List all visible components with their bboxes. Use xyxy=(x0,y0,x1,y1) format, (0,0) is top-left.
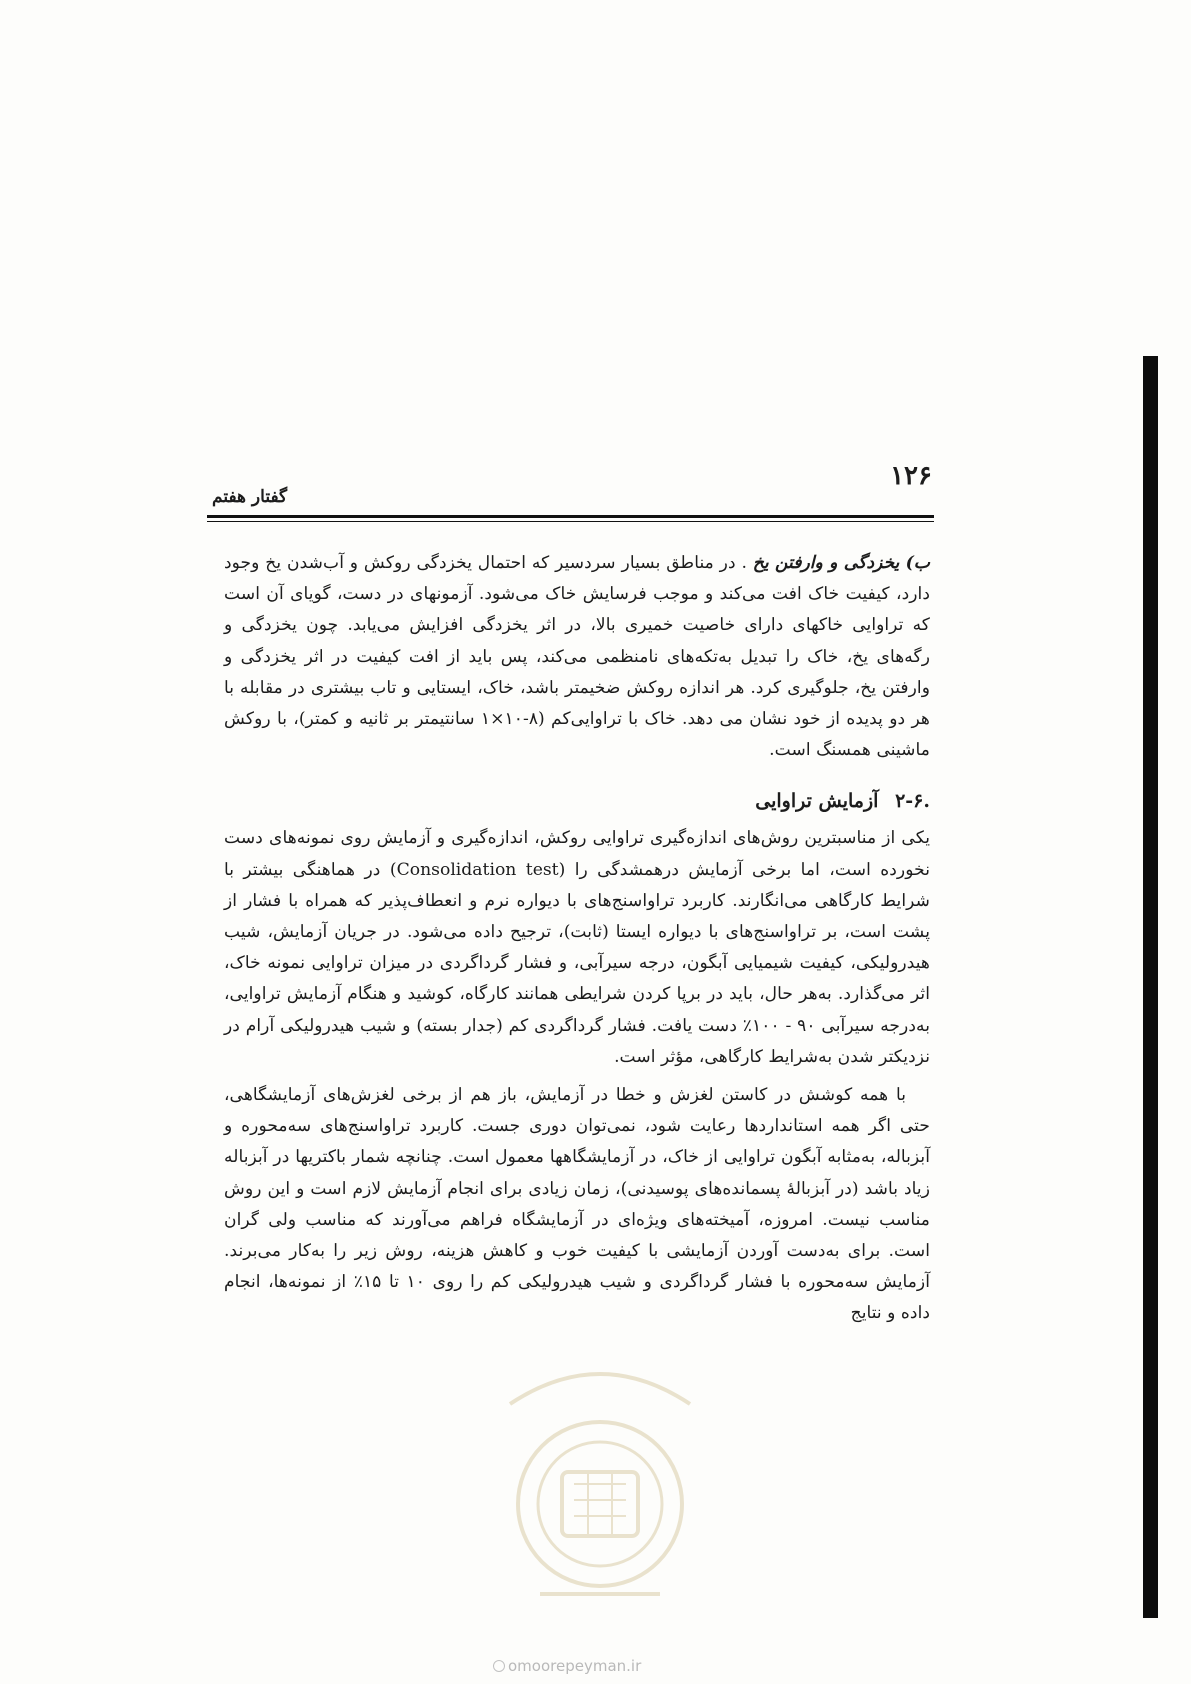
paragraph-text: . در مناطق بسیار سردسیر که احتمال یخزدگی روکش و آب‌شدن یخ وجود دارد، کیفیت خاک افت می‌کند و موجب فرسایش خاک می‌شود. آزمونهای در دست، گویای آن است که تراوایی خاکهای دارای خاصیت خمیری بالا، در اثر یخزدگی افزایش می‌یابد. چون یخزدگی و رگه‌های یخ، خاک را تبدیل به‌تکه‌های نامنظمی می‌کند، پس باید از افت کیفیت در اثر یخزدگی و وارفتن یخ، جلوگیری کرد. هر اندازه روکش ضخیمتر باشد، خاک، ایستایی و تاب بیشتری در مقابله با هر دو پدیده از خود نشان می دهد. خاک با تراوایی‌کم (۸-۱۰×۱ سانتیمتر بر ثانیه و کمتر)، با روکش ماشینی همسنگ است. xyxy=(224,553,930,761)
paragraph-lab-errors: با همه کوشش در کاستن لغزش و خطا در آزمایش، باز هم از برخی لغزش‌های آزمایشگاهی، حتی اگر همه استانداردها رعایت شود، نمی‌توان دوری جست. کاربرد تراواسنج‌های سه‌محوره و آبزباله، به‌مثابه آبگون تراوایی از خاک، در آزمایشگاهها معمول است. چنانچه شمار باکتریها در آبزباله زیاد باشد (در آبزبالهٔ پسمانده‌های پوسیدنی)، زمان زیادی برای انجام آزمایش لازم است و این روش مناسب نیست. امروزه، آمیخته‌های ویژه‌ای در آزمایشگاه فراهم می‌آورند که مناسب ولی گران است. برای به‌دست آوردن آزمایشی با کیفیت خوب و کاهش هزینه، روش زیر را به‌کار می‌برند. آزمایش سه‌محوره با فشار گرداگردی و شیب هیدرولیکی کم را روی ۱۰ تا ۱۵٪ از نمونه‌ها، انجام داده و نتایج xyxy=(224,1085,930,1324)
page-header xyxy=(207,461,934,523)
globe-icon xyxy=(493,1660,505,1672)
paragraph-freeze-thaw xyxy=(224,548,930,766)
watermark-site xyxy=(493,1657,641,1675)
page-body xyxy=(224,548,930,1330)
section-number: ۲-۶. xyxy=(895,790,930,813)
section-title: آزمایش تراوایی xyxy=(755,790,879,813)
paragraph-lead: ب) یخزدگی و وارفتن یخ xyxy=(752,553,930,573)
watermark-seal-logo xyxy=(470,1344,730,1624)
scan-edge-bar xyxy=(1143,356,1158,1618)
page-number: ۱۲۶ xyxy=(890,461,932,491)
header-rule-thin xyxy=(207,521,934,522)
watermark-site-text: omoorepeyman.ir xyxy=(508,1657,642,1675)
header-rule-thick xyxy=(207,515,934,518)
chapter-title: گفتار هفتم xyxy=(212,487,288,507)
paragraph-permeability-test: یکی از مناسبترین روش‌های اندازه‌گیری تراوایی روکش، اندازه‌گیری و آزمایش روی نمونه‌های دست نخورده است، اما برخی آزمایش درهمشدگی را (Consolidation test) در هماهنگی بیشتر با شرایط کارگاهی می‌انگارند. کاربرد تراواسنج‌های با دیواره نرم و انعطاف‌پذیر که همراه با فشار از پشت است، بر تراواسنج‌های با دیواره ایستا (ثابت)، ترجیح داده می‌شود. در جریان آزمایش، شیب هیدرولیکی، کیفیت شیمیایی آبگون، درجه سیرآبی، و فشار گرداگردی در میزان تراوایی نمونه خاک، اثر می‌گذارد. به‌هر حال، باید در برپا کردن شرایطی همانند کارگاه، کوشید و هنگام آزمایش تراوایی، به‌درجه سیرآبی ۹۰ - ۱۰۰٪ دست یافت. فشار گرداگردی کم (جدار بسته) و شیب هیدرولیکی آرام در نزدیکتر شدن به‌شرایط کارگاهی، مؤثر است. xyxy=(224,828,930,1067)
section-heading xyxy=(224,786,930,816)
